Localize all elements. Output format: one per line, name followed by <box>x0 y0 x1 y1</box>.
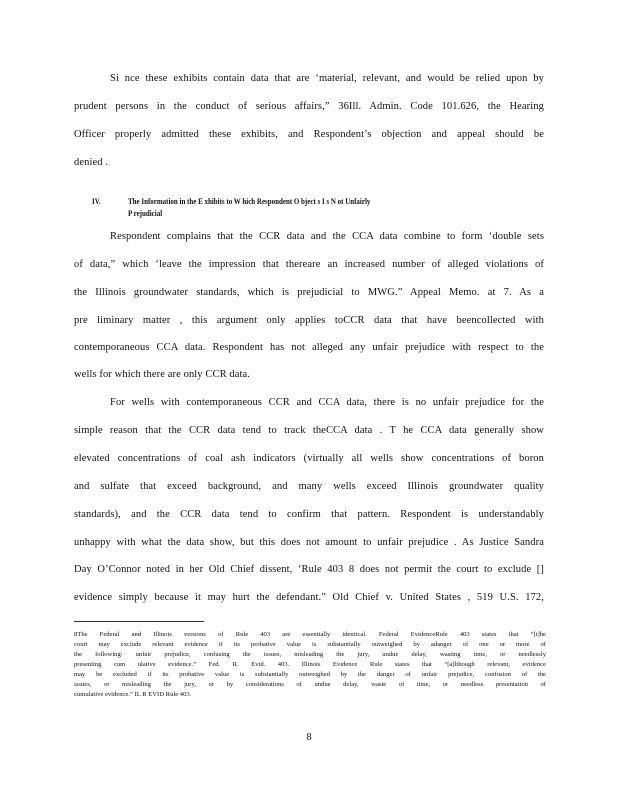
body-text-line: Day O’Connor noted in her Old Chief dissent, ‘Rule 403 8 does not permit the court to exclude [] <box>74 564 544 575</box>
body-text-line: pre liminary matter , this argument only applies toCCR data that have beencollected with <box>74 315 544 326</box>
body-text-line: denied . <box>74 157 109 168</box>
section-heading-continued: P rejudicial <box>128 208 163 218</box>
body-text-line: of data,” which ‘leave the impression that thereare an increased number of alleged violations of <box>74 259 544 270</box>
footnote-divider <box>74 621 204 622</box>
body-text-line: the Illinois groundwater standards, which is prejudicial to MWG.” Appeal Memo. at 7. As a <box>74 287 544 298</box>
footnote-line: the following: unfair prejudice, confusing the issues, misleading the jury, undue delay, wasting time, or needlessly <box>74 651 546 658</box>
page-number: 8 <box>306 732 312 743</box>
footnote-line: court may exclude relevant evidence if its probative value is substantially outweighed by adanger of one or more of <box>74 641 546 648</box>
body-text-line: wells for which there are only CCR data. <box>74 369 251 380</box>
body-text-line: simple reason that the CCR data tend to track theCCA data . T he CCA data generally show <box>74 425 544 436</box>
body-text-line: prudent persons in the conduct of serious affairs,” 36Ill. Admin. Code 101.626, the Hearing <box>74 101 544 112</box>
body-text-line: contemporaneous CCA data. Respondent has not alleged any unfair prejudice with respect to the <box>74 342 544 353</box>
body-text-line: standards), and the CCR data tend to confirm that pattern. Respondent is understandably <box>74 509 544 520</box>
body-text-line: and sulfate that exceed background, and many wells exceed Illinois groundwater quality <box>74 481 544 492</box>
footnote-line: 8The Federal and Illinois versions of Rule 403 are essentially identical. Federal EvidenceRule 403 states that “[t]he <box>74 631 546 638</box>
footnote-line: cumulative evidence.” IL R EVID Rule 403. <box>74 691 192 698</box>
body-text-line: unhappy with what the data show, but this does not amount to unfair prejudice . As Justice Sandra <box>74 537 544 548</box>
footnote-line: may be excluded if its probative value is substantially outweighed by the danger of unfair prejudice, confusion of the <box>74 671 546 678</box>
body-text-line: Respondent complains that the CCR data and the CCA data combine to form ‘double sets <box>110 231 544 242</box>
body-text-line: Officer properly admitted these exhibits, and Respondent’s objection and appeal should be <box>74 129 544 140</box>
section-heading: The Information in the E xhibits to W hich Respondent O bject s I s N ot Unfairly <box>128 196 371 206</box>
body-text-line: evidence simply because it may hurt the defendant.” Old Chief v. United States , 519 U.S. 172, <box>74 592 544 603</box>
body-text-line: elevated concentrations of coal ash indicators (virtually all wells show concentrations of boron <box>74 453 544 464</box>
section-number: IV. <box>92 196 101 206</box>
footnote-line: presenting cum ulative evidence.” Fed. R. Evid. 403. Illinois Evidence Rule states that “[a]lthough relevant, evidence <box>74 661 546 668</box>
body-text-line: For wells with contemporaneous CCR and CCA data, there is no unfair prejudice for the <box>110 397 544 408</box>
footnote-line: issues, or misleading the jury, or by considerations of undue delay, waste of time, or needless presentation of <box>74 681 546 688</box>
body-text-line: Si nce these exhibits contain data that are ‘material, relevant, and would be relied upon by <box>110 73 544 84</box>
